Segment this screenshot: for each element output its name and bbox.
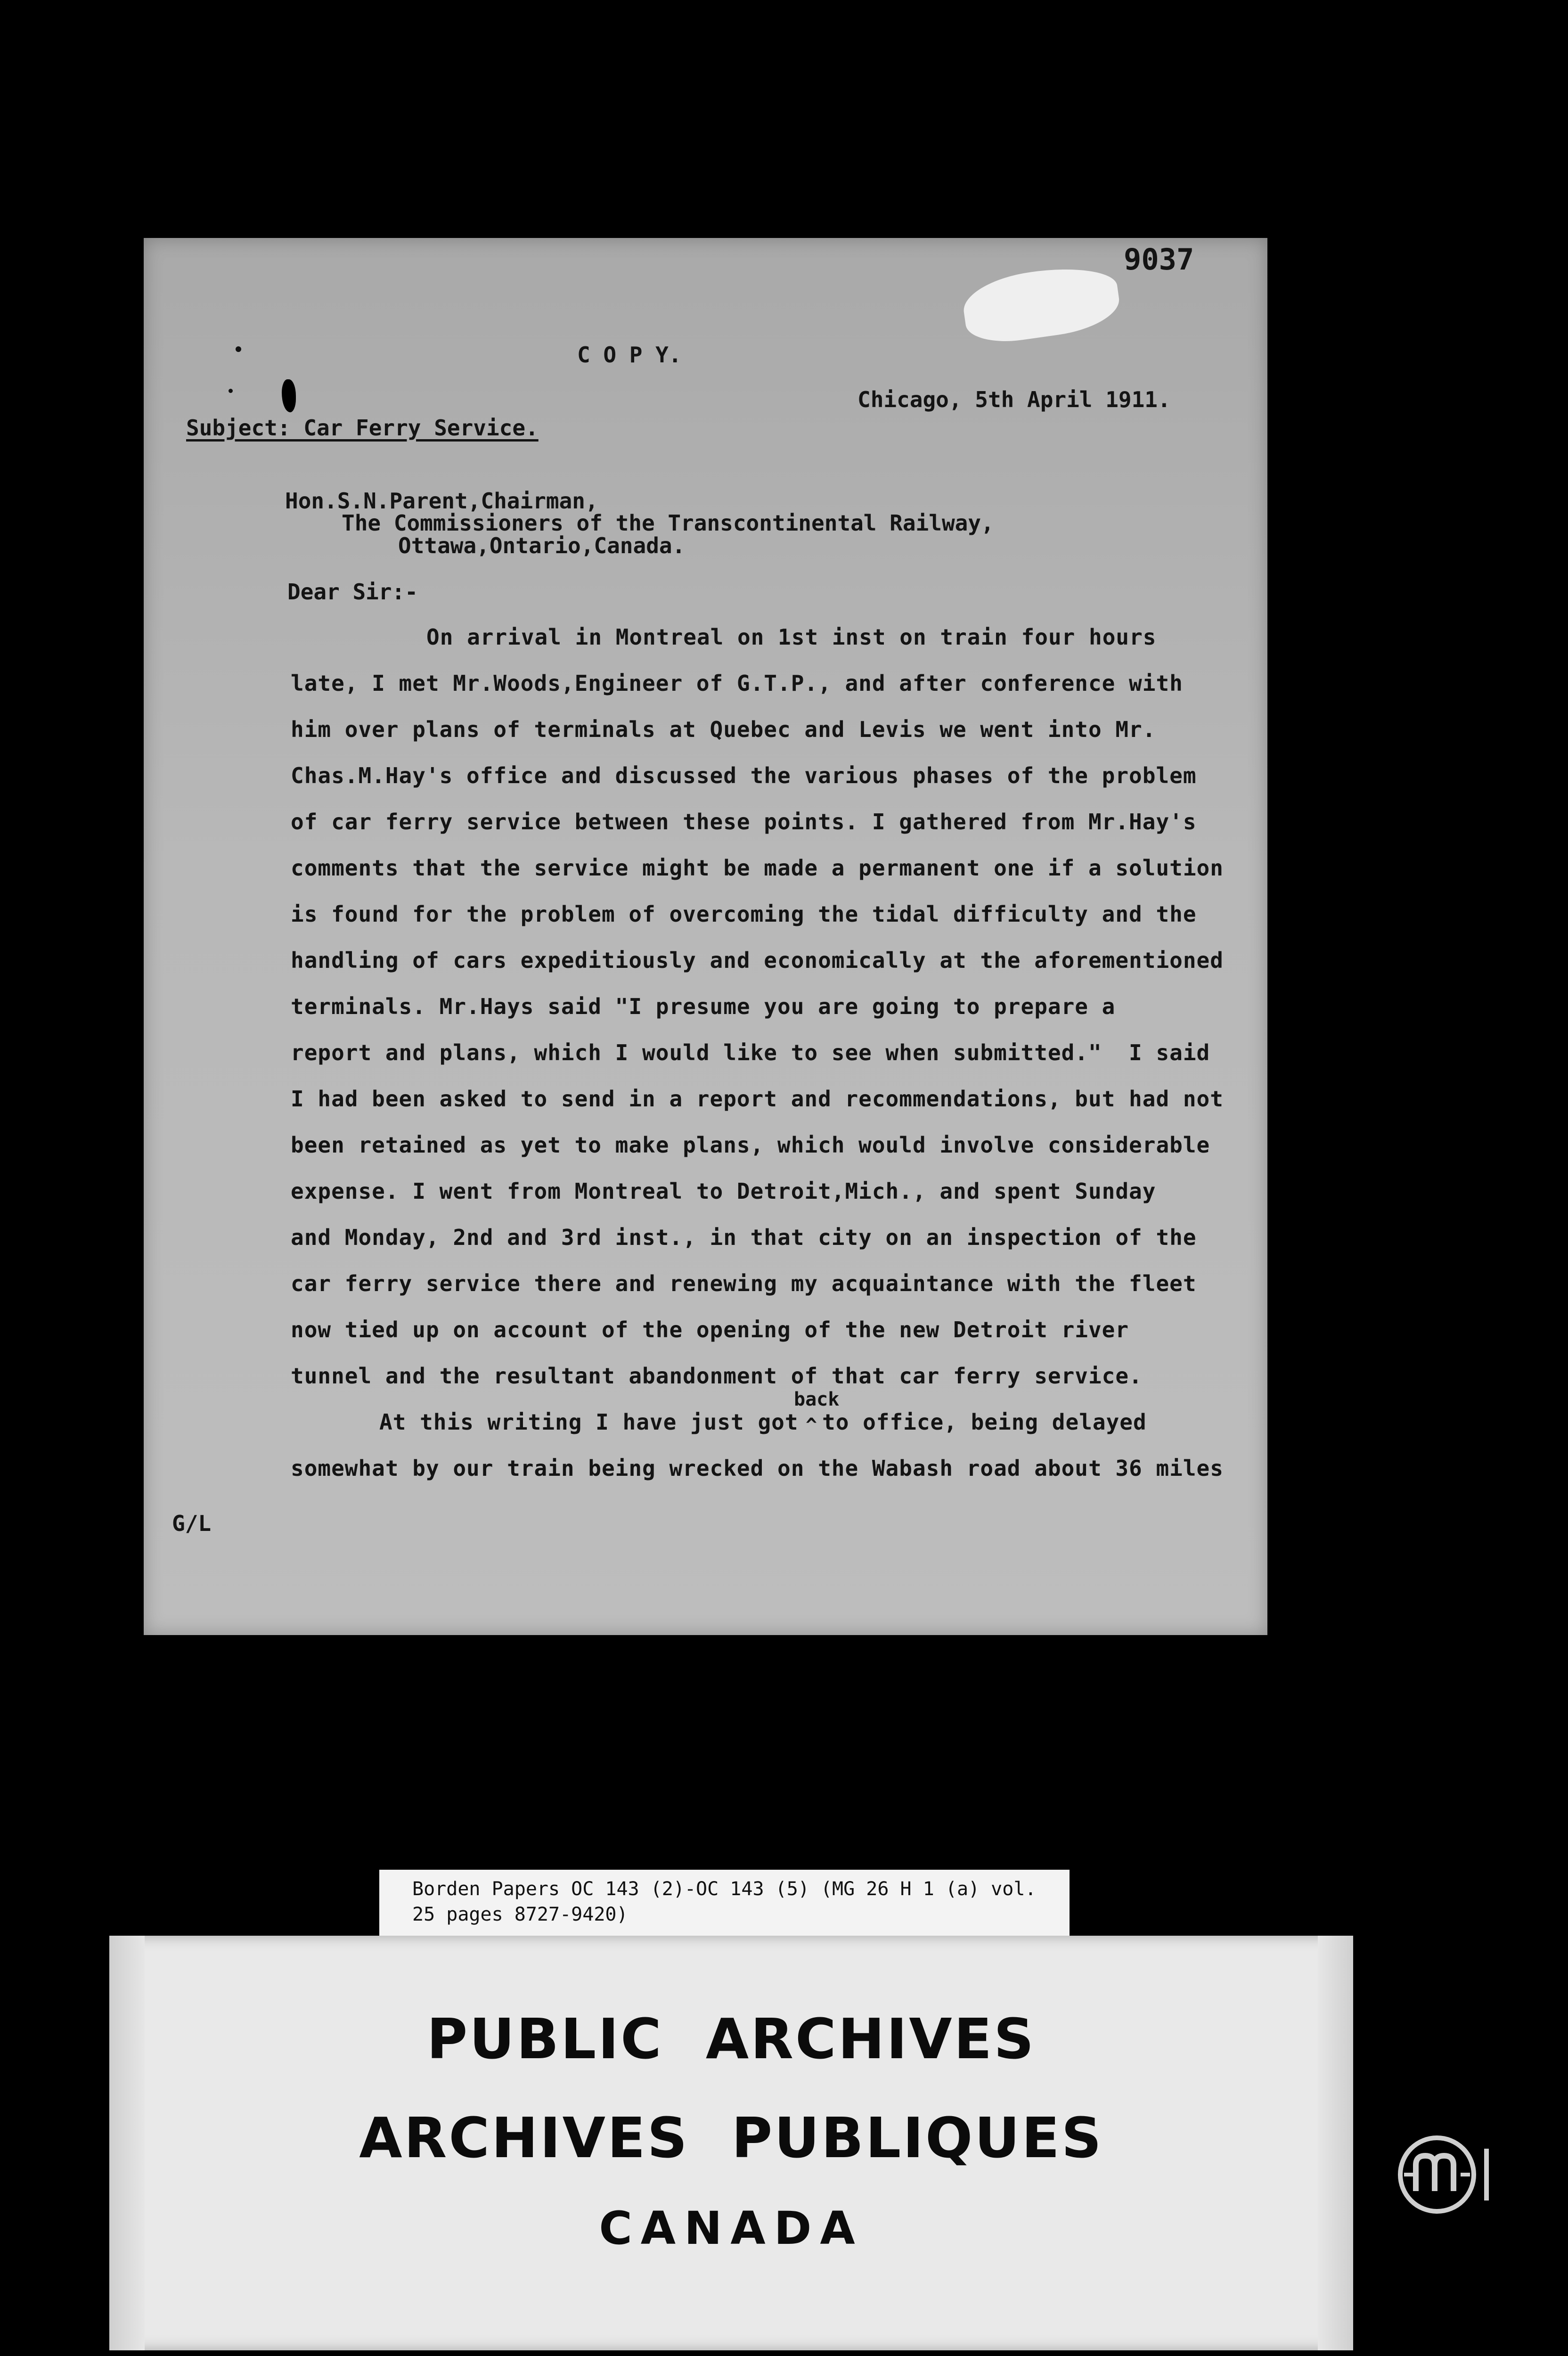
- body-line: car ferry service there and renewing my acquaintance with the fleet: [291, 1271, 1197, 1296]
- copy-heading: C O P Y.: [577, 342, 682, 368]
- letter-sheet: [144, 238, 1267, 1635]
- reference-line-2: 25 pages 8727-9420): [412, 1904, 628, 1925]
- archives-title-english: PUBLIC ARCHIVES: [426, 2006, 1036, 2071]
- body-line: tunnel and the resultant abandonment of that car ferry service.: [291, 1363, 1143, 1389]
- public-archives-canada-emblem-icon: [1376, 2120, 1503, 2229]
- body-line: I had been asked to send in a report and recommendations, but had not: [291, 1086, 1224, 1112]
- addressee-location: Ottawa,Ontario,Canada.: [398, 533, 686, 558]
- body-line: Chas.M.Hay's office and discussed the various phases of the problem: [291, 763, 1197, 788]
- body-line: somewhat by our train being wrecked on the Wabash road about 36 miles: [291, 1456, 1224, 1481]
- paper-blot: [960, 261, 1123, 348]
- body-line: and Monday, 2nd and 3rd inst., in that city on an inspection of the: [291, 1225, 1197, 1250]
- page-number: 9037: [1124, 242, 1194, 277]
- place-date: Chicago, 5th April 1911.: [858, 387, 1171, 412]
- public-archives-card: [109, 1936, 1353, 2350]
- addressee-org: The Commissioners of the Transcontinental Railway,: [342, 510, 994, 536]
- body-line: comments that the service might be made a permanent one if a solution: [291, 855, 1224, 881]
- inserted-word: back: [794, 1389, 840, 1410]
- subject-line: Subject: Car Ferry Service.: [186, 415, 539, 441]
- body-line: On arrival in Montreal on 1st inst on train four hours: [426, 624, 1157, 650]
- body-line: report and plans, which I would like to see when submitted." I said: [291, 1040, 1210, 1065]
- reference-line-1: Borden Papers OC 143 (2)-OC 143 (5) (MG 26 H 1 (a) vol.: [412, 1878, 1037, 1900]
- archives-title-french: ARCHIVES PUBLIQUES: [359, 2105, 1103, 2170]
- body-line: terminals. Mr.Hays said "I presume you are going to prepare a: [291, 994, 1116, 1019]
- typist-initials: G/L: [172, 1511, 212, 1536]
- body-line: now tied up on account of the opening of the new Detroit river: [291, 1317, 1129, 1342]
- body-line: handling of cars expeditiously and economically at the aforementioned: [291, 948, 1224, 973]
- body-line: of car ferry service between these points. I gathered from Mr.Hay's: [291, 809, 1197, 834]
- body-line: to office, being delayed: [822, 1409, 1147, 1435]
- body-line: been retained as yet to make plans, which would involve considerable: [291, 1132, 1210, 1158]
- archives-country: CANADA: [599, 2202, 864, 2255]
- ink-speck: [229, 389, 233, 393]
- body-line: At this writing I have just got: [379, 1409, 799, 1435]
- reference-label: [379, 1870, 1070, 1936]
- body-line: expense. I went from Montreal to Detroit,Mich., and spent Sunday: [291, 1178, 1156, 1204]
- ink-blot: [282, 379, 296, 412]
- insertion-caret: ^: [806, 1415, 817, 1436]
- body-line: late, I met Mr.Woods,Engineer of G.T.P., and after conference with: [291, 671, 1183, 696]
- body-line: him over plans of terminals at Quebec and Levis we went into Mr.: [291, 717, 1156, 742]
- addressee-name: Hon.S.N.Parent,Chairman,: [285, 488, 598, 514]
- body-line: is found for the problem of overcoming the tidal difficulty and the: [291, 901, 1197, 927]
- ink-speck: [236, 346, 241, 352]
- salutation: Dear Sir:-: [287, 579, 418, 605]
